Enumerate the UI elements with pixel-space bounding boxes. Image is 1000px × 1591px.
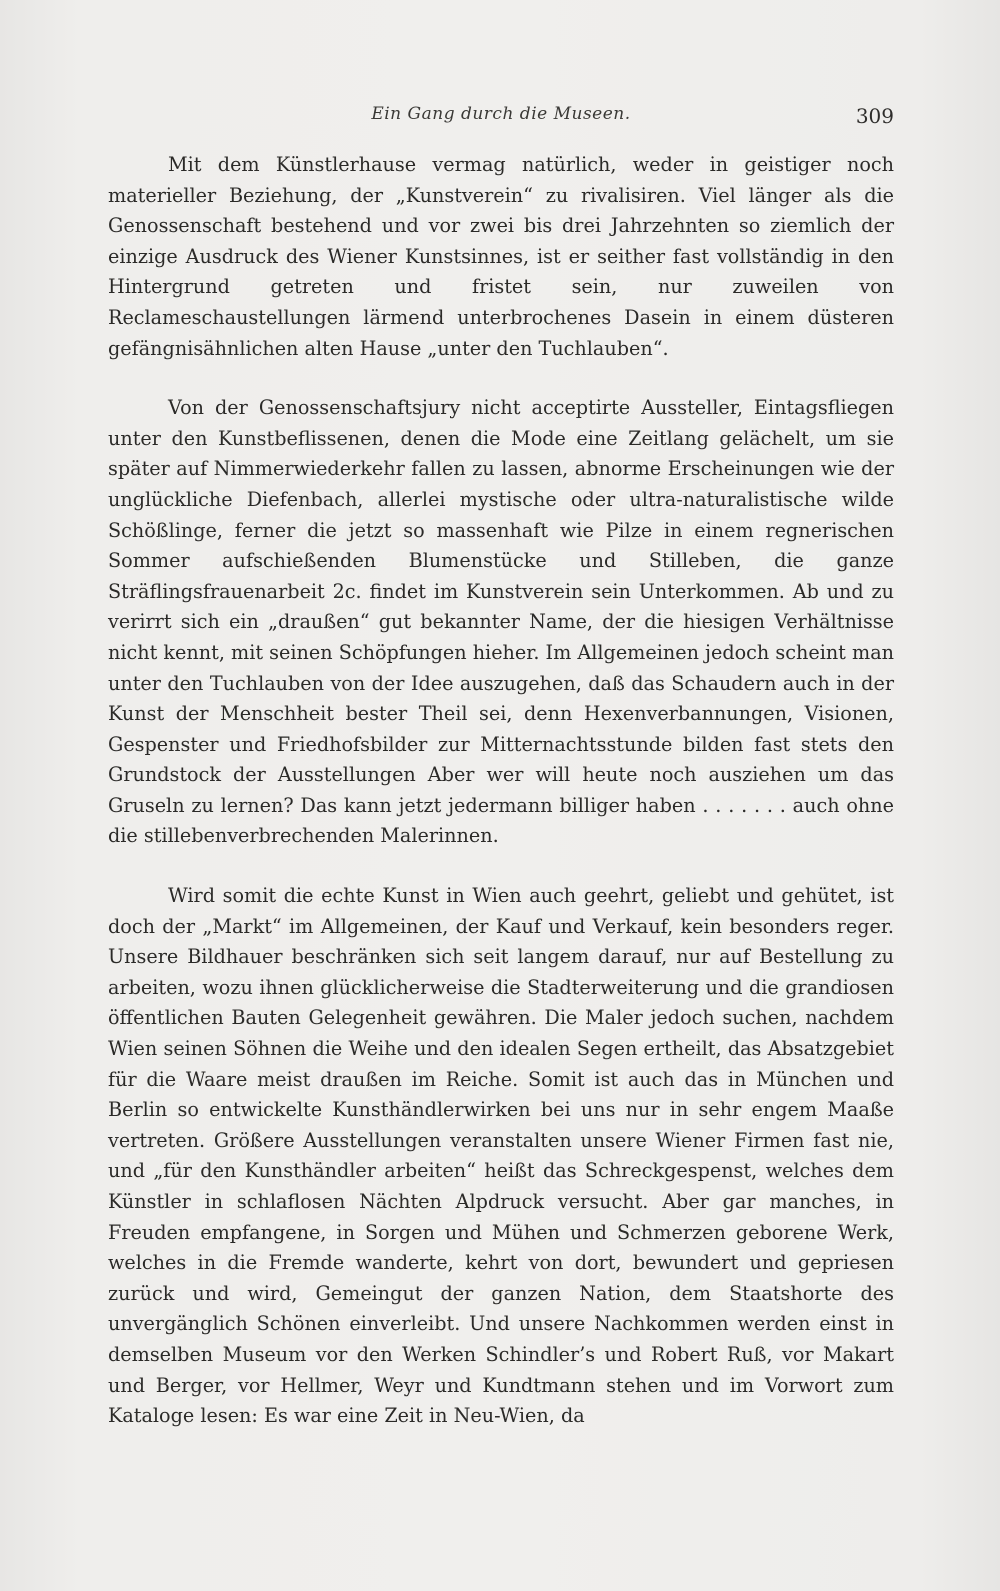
- paragraph-kunstmarkt: Wird somit die echte Kunst in Wien auch geehrt, geliebt und gehütet, ist doch der „Markt“ im Allgemeinen, der Kauf und Verkauf, kein besonders reger. Unsere Bildhauer beschränken sich seit langem darauf, nur auf Bestellung zu arbeiten, wozu ihnen glücklicherweise die Stadterweiterung und die grandiosen öffentlichen Bauten Gelegenheit gewähren. Die Maler jedoch suchen, nachdem Wien seinen Söhnen die Weihe und den idealen Segen ertheilt, das Absatzgebiet für die Waare meist draußen im Reiche. Somit ist auch das in München und Berlin so entwickelte Kunsthändlerwirken bei uns nur in sehr engem Maaße vertreten. Größere Ausstellungen veranstalten unsere Wiener Firmen fast nie, und „für den Kunsthändler arbeiten“ heißt das Schreckgespenst, welches dem Künstler in schlaflosen Nächten Alpdruck versucht. Aber gar manches, in Freuden empfangene, in Sorgen und Mühen und Schmerzen geborene Werk, welches in die Fremde wanderte, kehrt von dort, bewundert und gepriesen zurück und wird, Gemeingut der ganzen Nation, dem Staatshorte des unvergänglich Schönen einverleibt. Und unsere Nachkommen werden einst in demselben Museum vor den Werken Schindler’s und Robert Ruß, vor Makart und Berger, vor Hellmer, Weyr und Kundtmann stehen und im Vorwort zum Kataloge lesen: Es war eine Zeit in Neu-Wien, da: [108, 884, 894, 1428]
- paragraph-aussteller: Von der Genossenschaftsjury nicht acceptirte Aussteller, Eintagsfliegen unter den Kunstbeflissenen, denen die Mode eine Zeitlang gelächelt, um sie später auf Nimmerwiederkehr fallen zu lassen, abnorme Erscheinungen wie der unglückliche Diefenbach, allerlei mystische oder ultra-naturalistische wilde Schößlinge, ferner die jetzt so massenhaft wie Pilze in einem regnerischen Sommer aufschießenden Blumenstücke und Stilleben, die ganze Sträflingsfrauenarbeit 2c. findet im Kunstverein sein Unterkommen. Ab und zu verirrt sich ein „draußen“ gut bekannter Name, der die hiesigen Verhältnisse nicht kennt, mit seinen Schöpfungen hieher. Im Allgemeinen jedoch scheint man unter den Tuchlauben von der Idee auszugehen, daß das Schaudern auch in der Kunst der Menschheit bester Theil sei, denn Hexenverbannungen, Visionen, Gespenster und Friedhofsbilder zur Mitternachtsstunde bilden fast stets den Grundstock der Ausstellungen Aber wer will heute noch ausziehen um das Gruseln zu lernen? Das kann jetzt jedermann billiger haben . . . . . . . auch ohne die stillebenverbrechenden Malerinnen.: [108, 396, 894, 848]
- paragraph-kunstverein: Mit dem Künstlerhause vermag natürlich, weder in geistiger noch materieller Beziehung, der „Kunstverein“ zu rivalisiren. Viel länger als die Genossenschaft bestehend und vor zwei bis drei Jahrzehnten so ziemlich der einzige Ausdruck des Wiener Kunstsinnes, ist er seither fast vollständig in den Hintergrund getreten und fristet sein, nur zuweilen von Reclameschaustellungen lärmend unterbrochenes Dasein in einem düsteren gefängnisähnlichen alten Hause „unter den Tuchlauben“.: [108, 153, 894, 360]
- page-number: 309: [855, 104, 894, 128]
- running-head: [108, 104, 894, 130]
- body-text: [108, 150, 894, 1432]
- running-title: Ein Gang durch die Museen.: [371, 104, 631, 124]
